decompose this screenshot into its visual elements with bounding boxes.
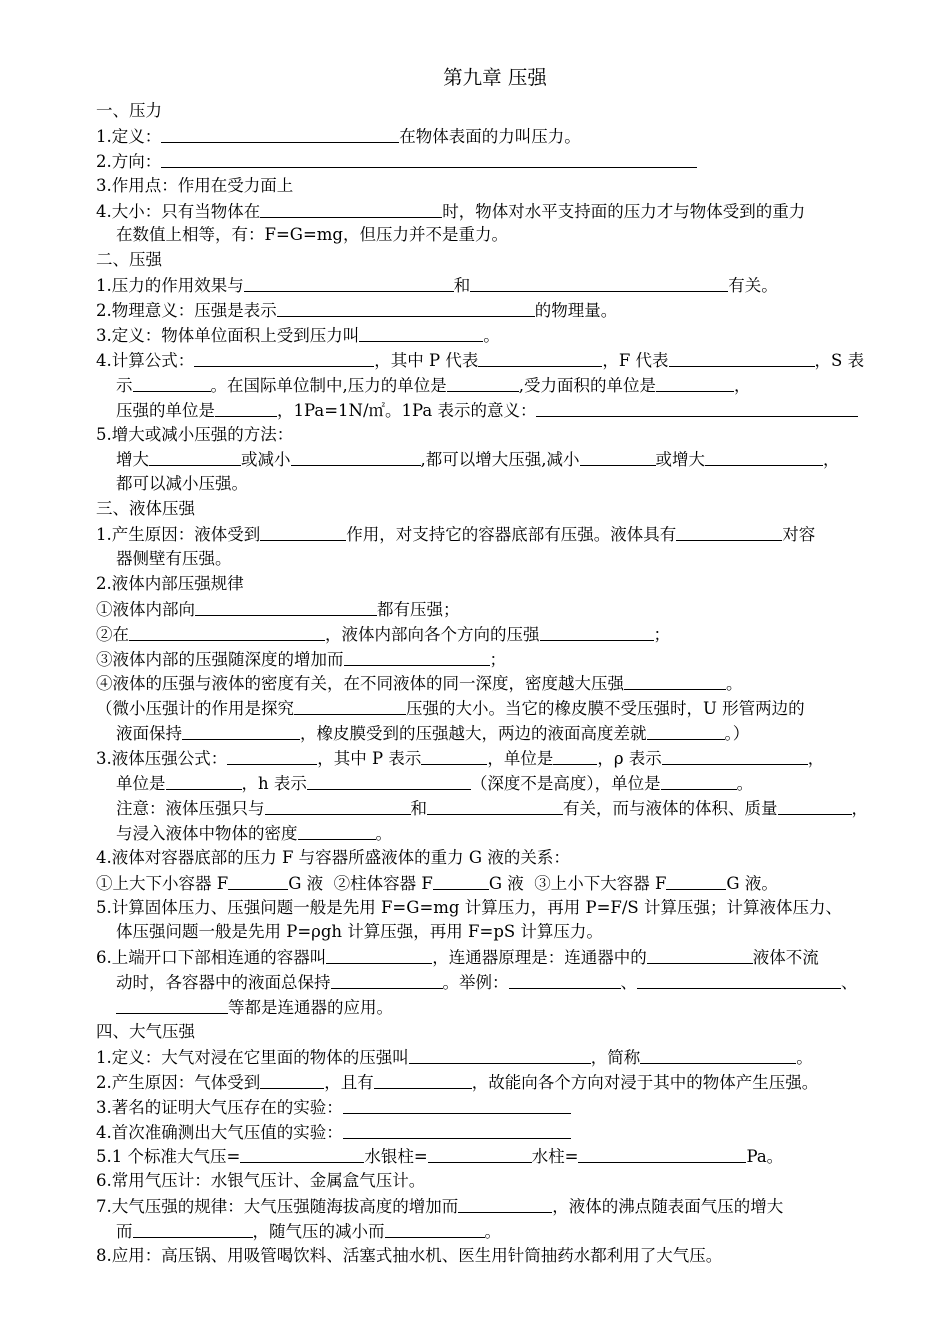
line-text: 都可以减小压强。 bbox=[116, 474, 248, 494]
fill-in-blank[interactable] bbox=[778, 796, 852, 815]
line-text: ，ρ 表示 bbox=[597, 749, 662, 769]
text-line bbox=[96, 597, 894, 622]
line-text: 在数值上相等，有：F=G=mg，但压力并不是重力。 bbox=[116, 225, 508, 245]
text-line bbox=[96, 746, 894, 771]
fill-in-blank[interactable] bbox=[409, 1045, 591, 1064]
text-line bbox=[96, 298, 894, 323]
line-text: ， bbox=[851, 798, 868, 818]
fill-in-blank[interactable] bbox=[240, 1144, 364, 1163]
text-line bbox=[96, 447, 894, 472]
line-text: ②在 bbox=[96, 624, 129, 644]
line-text: 与浸入液体中物体的密度 bbox=[116, 823, 298, 843]
line-text: 和 bbox=[410, 798, 427, 818]
line-text: 2.液体内部压强规律 bbox=[96, 573, 244, 593]
text-line bbox=[96, 1244, 894, 1269]
text-line bbox=[96, 373, 894, 398]
text-line bbox=[96, 323, 894, 348]
fill-in-blank[interactable] bbox=[215, 398, 277, 417]
line-text: 单位是 bbox=[116, 774, 166, 794]
line-text: ①上大下小容器 F bbox=[96, 873, 229, 893]
fill-in-blank[interactable] bbox=[244, 273, 454, 292]
line-text: 压强的大小。当它的橡皮膜不受压强时，U 形管两边的 bbox=[406, 699, 805, 719]
line-text: 4.大小：只有当物体在 bbox=[96, 201, 261, 221]
text-line bbox=[96, 1144, 894, 1169]
line-text: 都有压强； bbox=[377, 599, 460, 619]
fill-in-blank[interactable] bbox=[359, 323, 483, 342]
text-line bbox=[96, 248, 894, 273]
line-text: ，1Pa=1N/㎡。1Pa 表示的意义： bbox=[277, 400, 537, 420]
text-line bbox=[96, 796, 894, 821]
line-text: 6.常用气压计：水银气压计、金属盒气压计。 bbox=[96, 1171, 426, 1191]
line-text: 压强的单位是 bbox=[116, 400, 215, 420]
line-text: 2.物理意义：压强是表示 bbox=[96, 301, 277, 321]
line-text: 在物体表面的力叫压力。 bbox=[399, 126, 581, 146]
line-text: ，连通器原理是：连通器中的 bbox=[432, 948, 647, 968]
line-text: 水柱= bbox=[531, 1147, 579, 1167]
text-line bbox=[96, 1095, 894, 1120]
line-text: ， bbox=[823, 450, 840, 470]
line-text: 液面保持 bbox=[116, 724, 182, 744]
line-text: G 液。 bbox=[726, 873, 778, 893]
line-text: 。 bbox=[483, 326, 500, 346]
text-line bbox=[96, 1194, 894, 1219]
fill-in-blank[interactable] bbox=[291, 447, 421, 466]
text-line bbox=[96, 846, 894, 871]
fill-in-blank[interactable] bbox=[433, 871, 489, 890]
fill-in-blank[interactable] bbox=[166, 771, 242, 790]
line-text: ④液体的压强与液体的密度有关，在不同液体的同一深度，密度越大压强 bbox=[96, 674, 624, 694]
line-text: 2.方向： bbox=[96, 151, 162, 171]
line-text: ,受力面积的单位是 bbox=[518, 375, 656, 395]
fill-in-blank[interactable] bbox=[385, 1219, 485, 1238]
text-line bbox=[96, 871, 894, 896]
text-line bbox=[96, 1120, 894, 1145]
fill-in-blank[interactable] bbox=[458, 1194, 552, 1213]
line-text: 。 bbox=[796, 1047, 813, 1067]
fill-in-blank[interactable] bbox=[133, 1219, 253, 1238]
fill-in-blank[interactable] bbox=[640, 1045, 796, 1064]
text-line bbox=[96, 1045, 894, 1070]
line-text: 对容 bbox=[782, 525, 816, 545]
line-text: 注意：液体压强只与 bbox=[116, 798, 265, 818]
fill-in-blank[interactable] bbox=[661, 771, 737, 790]
line-text: （微小压强计的作用是探究 bbox=[96, 699, 294, 719]
text-line bbox=[96, 1020, 894, 1045]
text-line bbox=[96, 821, 894, 846]
line-text: 时，物体对水平支持面的压力才与物体受到的重力 bbox=[442, 201, 806, 221]
text-line bbox=[96, 696, 894, 721]
line-text: 一、压力 bbox=[96, 101, 162, 120]
line-text: Pa。 bbox=[746, 1147, 784, 1167]
line-text: ， bbox=[807, 749, 825, 769]
text-line bbox=[96, 547, 894, 572]
fill-in-blank[interactable] bbox=[580, 447, 656, 466]
text-line bbox=[96, 423, 894, 448]
fill-in-blank[interactable] bbox=[116, 995, 228, 1014]
line-text: ，且有 bbox=[324, 1072, 374, 1092]
fill-in-blank[interactable] bbox=[194, 348, 374, 367]
line-text: （深度不是高度），单位是 bbox=[470, 774, 661, 794]
line-text: 8.应用：高压锅、用吸管喝饮料、活塞式抽水机、医生用针筒抽药水都利用了大气压。 bbox=[96, 1245, 723, 1265]
text-line bbox=[96, 348, 894, 373]
page-title: 第九章 压强 bbox=[443, 66, 547, 89]
text-line bbox=[96, 771, 894, 796]
text-line bbox=[96, 647, 894, 672]
line-text: 器侧壁有压强。 bbox=[116, 549, 232, 569]
fill-in-blank[interactable] bbox=[578, 1144, 746, 1163]
line-text: 。 bbox=[726, 674, 743, 694]
fill-in-blank[interactable] bbox=[260, 522, 346, 541]
fill-in-blank[interactable] bbox=[260, 1070, 324, 1089]
fill-in-blank[interactable] bbox=[149, 447, 241, 466]
fill-in-blank[interactable] bbox=[374, 1070, 472, 1089]
line-text: 。 bbox=[375, 823, 392, 843]
line-text: ，橡皮膜受到的压强越大，两边的液面高度差就 bbox=[300, 724, 647, 744]
line-text: 。 bbox=[484, 1222, 501, 1242]
fill-in-blank[interactable] bbox=[182, 721, 300, 740]
text-line bbox=[96, 472, 894, 497]
fill-in-blank[interactable] bbox=[553, 746, 597, 765]
fill-in-blank[interactable] bbox=[307, 771, 471, 790]
line-text: 和 bbox=[453, 276, 471, 296]
line-text: 体压强问题一般是先用 P=ρgh 计算压强，再用 F=pS 计算压力。 bbox=[116, 922, 603, 942]
line-text: 2.产生原因：气体受到 bbox=[96, 1072, 261, 1092]
line-text: ，液体内部向各个方向的压强 bbox=[325, 624, 540, 644]
fill-in-blank[interactable] bbox=[540, 622, 654, 641]
fill-in-blank[interactable] bbox=[647, 945, 753, 964]
line-text: 。） bbox=[724, 724, 750, 744]
fill-in-blank[interactable] bbox=[662, 746, 808, 765]
fill-in-blank[interactable] bbox=[637, 970, 841, 989]
fill-in-blank[interactable] bbox=[277, 298, 535, 317]
fill-in-blank[interactable] bbox=[470, 273, 728, 292]
fill-in-blank[interactable] bbox=[509, 970, 621, 989]
line-text: 、 bbox=[841, 973, 858, 993]
line-text: 或增大 bbox=[655, 450, 705, 470]
line-text: 二、压强 bbox=[96, 250, 162, 270]
line-text: ，其中 P 表示 bbox=[317, 749, 422, 769]
fill-in-blank[interactable] bbox=[666, 871, 726, 890]
line-text: 增大 bbox=[116, 450, 149, 470]
line-text: 或减小 bbox=[241, 450, 291, 470]
line-text: 3.定义：物体单位面积上受到压力叫 bbox=[96, 326, 360, 346]
fill-in-blank[interactable] bbox=[326, 945, 432, 964]
fill-in-blank[interactable] bbox=[228, 871, 288, 890]
fill-in-blank[interactable] bbox=[428, 1144, 532, 1163]
line-text: ①液体内部向 bbox=[96, 599, 195, 619]
line-text: 1.产生原因：液体受到 bbox=[96, 525, 261, 545]
fill-in-blank[interactable] bbox=[343, 1095, 571, 1114]
line-text: 、 bbox=[620, 973, 637, 993]
text-line bbox=[96, 497, 894, 522]
line-text: ， bbox=[734, 375, 751, 395]
line-text: 5.增大或减小压强的方法： bbox=[96, 424, 294, 444]
line-text: 四、大气压强 bbox=[96, 1021, 195, 1041]
fill-in-blank[interactable] bbox=[656, 373, 734, 392]
text-line bbox=[96, 1169, 894, 1194]
fill-in-blank[interactable] bbox=[624, 671, 726, 690]
text-line bbox=[96, 920, 894, 945]
line-text: 。在国际单位制中,压力的单位是 bbox=[210, 375, 447, 395]
line-text: G 液 ②柱体容器 F bbox=[288, 873, 433, 893]
line-text: 的物理量。 bbox=[534, 301, 618, 321]
text-line bbox=[96, 995, 894, 1020]
line-text: 3.液体压强公式： bbox=[96, 749, 228, 769]
line-text: ，F 代表 bbox=[602, 350, 669, 370]
fill-in-blank[interactable] bbox=[294, 696, 406, 715]
text-line bbox=[96, 522, 894, 547]
text-line bbox=[96, 945, 894, 970]
fill-in-blank[interactable] bbox=[298, 821, 376, 840]
fill-in-blank[interactable] bbox=[161, 124, 399, 143]
line-text: 1.定义： bbox=[96, 126, 162, 146]
worksheet-body bbox=[96, 99, 894, 1269]
line-text: 有关，而与液体的体积、质量 bbox=[563, 798, 778, 818]
line-text: 水银柱= bbox=[364, 1147, 428, 1167]
line-text: ，液体的沸点随表面气压的增大 bbox=[552, 1197, 784, 1217]
fill-in-blank[interactable] bbox=[227, 746, 317, 765]
line-text: ，S 表 bbox=[814, 350, 865, 370]
text-line bbox=[96, 273, 894, 298]
line-text: 4.计算公式： bbox=[96, 350, 195, 370]
line-text: ，故能向各个方向对浸于其中的物体产生压强。 bbox=[471, 1072, 819, 1092]
line-text: 1.定义：大气对浸在它里面的物体的压强叫 bbox=[96, 1047, 409, 1067]
fill-in-blank[interactable] bbox=[161, 149, 697, 168]
line-text: 5.1 个标准大气压= bbox=[96, 1147, 241, 1167]
fill-in-blank[interactable] bbox=[427, 796, 563, 815]
line-text: ，随气压的减小而 bbox=[252, 1222, 385, 1242]
line-text: 1.压力的作用效果与 bbox=[96, 276, 244, 296]
text-line bbox=[96, 970, 894, 995]
line-text: 而 bbox=[116, 1222, 133, 1242]
line-text: 三、液体压强 bbox=[96, 499, 195, 519]
fill-in-blank[interactable] bbox=[343, 1120, 571, 1139]
text-line bbox=[96, 149, 894, 174]
line-text: 4.液体对容器底部的压力 F 与容器所盛液体的重力 G 液的关系： bbox=[96, 847, 570, 867]
fill-in-blank[interactable] bbox=[133, 373, 211, 392]
fill-in-blank[interactable] bbox=[129, 622, 325, 641]
line-text: 7.大气压强的规律：大气压强随海拔高度的增加而 bbox=[96, 1197, 459, 1217]
fill-in-blank[interactable] bbox=[331, 970, 443, 989]
text-line bbox=[96, 1070, 894, 1095]
line-text: 3.作用点：作用在受力面上 bbox=[96, 175, 294, 195]
line-text: ，简称 bbox=[590, 1047, 641, 1067]
line-text: 5.计算固体压力、压强问题一般是先用 F=G=mg 计算压力，再用 P=F/S 计算压强；计算液体压力、 bbox=[96, 897, 842, 917]
fill-in-blank[interactable] bbox=[265, 796, 411, 815]
fill-in-blank[interactable] bbox=[536, 398, 858, 417]
fill-in-blank[interactable] bbox=[421, 746, 487, 765]
fill-in-blank[interactable] bbox=[647, 721, 725, 740]
fill-in-blank[interactable] bbox=[676, 522, 782, 541]
line-text: ，单位是 bbox=[487, 749, 554, 769]
text-line bbox=[96, 622, 894, 647]
line-text: 3.著名的证明大气压存在的实验： bbox=[96, 1097, 343, 1117]
fill-in-blank[interactable] bbox=[260, 199, 442, 218]
text-line bbox=[96, 99, 894, 124]
text-line bbox=[96, 721, 894, 746]
line-text: 等都是连通器的应用。 bbox=[228, 998, 393, 1018]
line-text: 有关。 bbox=[728, 276, 778, 296]
text-line bbox=[96, 223, 894, 248]
fill-in-blank[interactable] bbox=[669, 348, 815, 367]
line-text: 作用，对支持它的容器底部有压强。液体具有 bbox=[346, 525, 677, 545]
line-text: G 液 ③上小下大容器 F bbox=[488, 873, 667, 893]
fill-in-blank[interactable] bbox=[195, 597, 377, 616]
line-text: 4.首次准确测出大气压值的实验： bbox=[96, 1122, 343, 1142]
text-line bbox=[96, 896, 894, 921]
line-text: 。 bbox=[736, 774, 754, 794]
line-text: 动时，各容器中的液面总保持 bbox=[116, 973, 331, 993]
fill-in-blank[interactable] bbox=[478, 348, 602, 367]
line-text: ，其中 P 代表 bbox=[374, 350, 479, 370]
fill-in-blank[interactable] bbox=[344, 647, 490, 666]
line-text: 液体不流 bbox=[752, 948, 819, 968]
line-text: ； bbox=[653, 624, 670, 644]
text-line bbox=[96, 1219, 894, 1244]
text-line bbox=[96, 199, 894, 224]
text-line bbox=[96, 174, 894, 199]
fill-in-blank[interactable] bbox=[447, 373, 519, 392]
line-text: ,都可以增大压强,减小 bbox=[420, 450, 580, 470]
text-line bbox=[96, 671, 894, 696]
line-text: ，h 表示 bbox=[241, 774, 307, 794]
text-line bbox=[96, 398, 894, 423]
line-text: 6.上端开口下部相连通的容器叫 bbox=[96, 948, 327, 968]
line-text: ③液体内部的压强随深度的增加而 bbox=[96, 649, 344, 669]
text-line bbox=[96, 572, 894, 597]
line-text: 示 bbox=[116, 375, 133, 395]
line-text: ； bbox=[489, 649, 506, 669]
fill-in-blank[interactable] bbox=[705, 447, 823, 466]
text-line bbox=[96, 124, 894, 149]
line-text: 。举例： bbox=[442, 973, 509, 993]
